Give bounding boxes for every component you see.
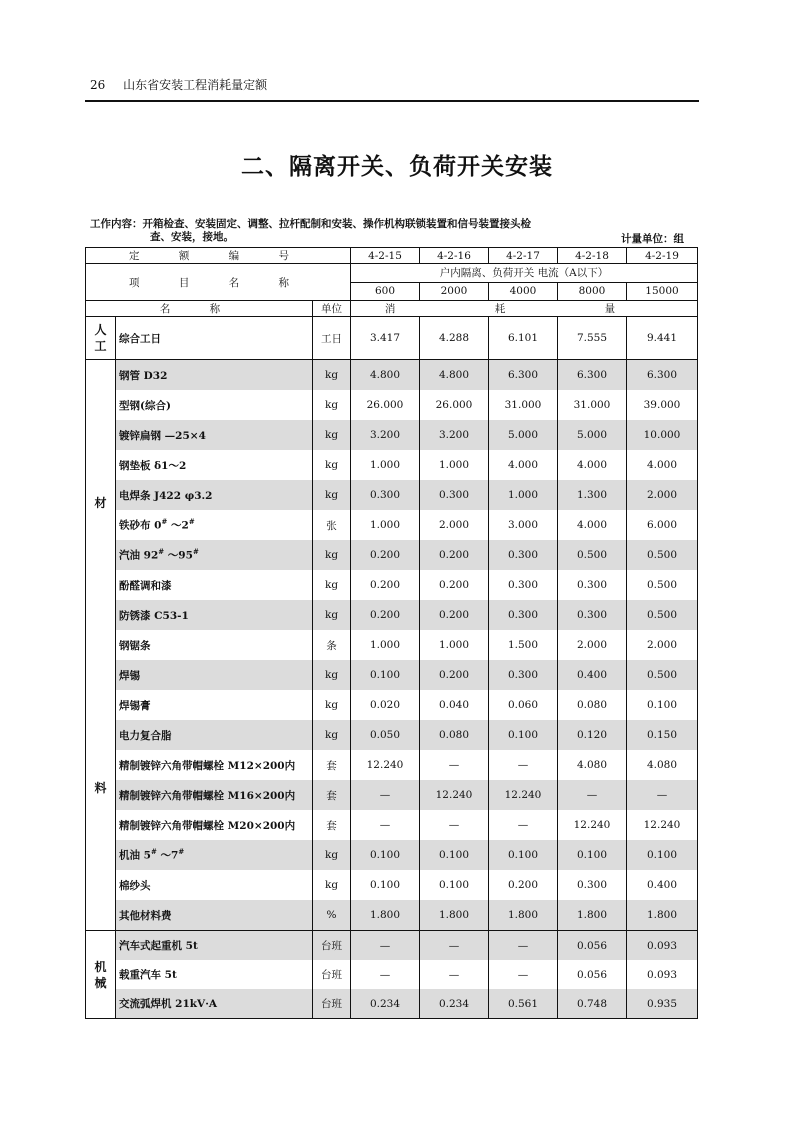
materials-value: 3.200: [351, 420, 420, 450]
materials-value: 4.080: [558, 750, 627, 780]
code-cell: 4-2-18: [558, 248, 627, 264]
machinery-item-name: 载重汽车 5t: [116, 960, 313, 989]
materials-value: 4.000: [558, 510, 627, 540]
materials-row: [86, 780, 698, 810]
materials-unit: 套: [313, 780, 351, 810]
materials-unit: kg: [313, 660, 351, 690]
machinery-item-name: 汽车式起重机 5t: [116, 931, 313, 961]
materials-value: 0.500: [627, 660, 698, 690]
labor-value: 6.101: [489, 317, 558, 360]
quota-table-body: [86, 248, 698, 1019]
materials-item-name: 钢管 D32: [116, 360, 313, 391]
code-cell: 4-2-15: [351, 248, 420, 264]
materials-item-name: 其他材料费: [116, 900, 313, 931]
materials-unit: kg: [313, 690, 351, 720]
code-cell: 4-2-19: [627, 248, 698, 264]
code-cell: 4-2-17: [489, 248, 558, 264]
materials-item-name: 镀锌扁钢 —25×4: [116, 420, 313, 450]
machinery-value: 0.234: [351, 989, 420, 1019]
materials-item-name: 钢垫板 δ1～2: [116, 450, 313, 480]
materials-unit: kg: [313, 570, 351, 600]
materials-value: 1.800: [627, 900, 698, 931]
materials-value: 0.300: [558, 600, 627, 630]
materials-value: 3.200: [420, 420, 489, 450]
materials-value: 5.000: [558, 420, 627, 450]
labor-item-name: 综合工日: [116, 317, 313, 360]
materials-value: 2.000: [420, 510, 489, 540]
materials-row: [86, 750, 698, 780]
work-content: [90, 218, 610, 244]
materials-value: 31.000: [489, 390, 558, 420]
materials-value: 4.000: [558, 450, 627, 480]
materials-item-name: 铁砂布 0# ～2#: [116, 510, 313, 540]
materials-item-name: 精制镀锌六角带帽螺栓 M12×200内: [116, 750, 313, 780]
materials-value: 39.000: [627, 390, 698, 420]
current-cell: 8000: [558, 282, 627, 301]
materials-value: 0.300: [489, 540, 558, 570]
materials-value: 1.800: [420, 900, 489, 931]
materials-unit: kg: [313, 540, 351, 570]
materials-value: 10.000: [627, 420, 698, 450]
materials-value: 0.300: [351, 480, 420, 510]
machinery-row: [86, 989, 698, 1019]
materials-row: [86, 690, 698, 720]
materials-value: 1.800: [351, 900, 420, 931]
machinery-value: 0.561: [489, 989, 558, 1019]
materials-value: 0.080: [558, 690, 627, 720]
materials-unit: 套: [313, 750, 351, 780]
machinery-value: 0.093: [627, 931, 698, 961]
materials-value: 0.100: [489, 840, 558, 870]
materials-unit: kg: [313, 840, 351, 870]
materials-row: [86, 510, 698, 540]
materials-row: [86, 420, 698, 450]
materials-value: 0.050: [351, 720, 420, 750]
materials-value: 1.000: [351, 450, 420, 480]
materials-value: —: [489, 750, 558, 780]
materials-value: —: [420, 810, 489, 840]
materials-value: 5.000: [489, 420, 558, 450]
materials-row: [86, 480, 698, 510]
materials-value: 4.800: [420, 360, 489, 391]
materials-unit: 张: [313, 510, 351, 540]
machinery-value: 0.093: [627, 960, 698, 989]
machinery-unit: 台班: [313, 931, 351, 961]
materials-value: 31.000: [558, 390, 627, 420]
materials-category: 材 料: [86, 360, 116, 931]
materials-value: 0.300: [489, 600, 558, 630]
materials-value: 0.300: [558, 870, 627, 900]
materials-unit: %: [313, 900, 351, 931]
current-cell: 2000: [420, 282, 489, 301]
materials-value: 0.400: [558, 660, 627, 690]
materials-value: 12.240: [420, 780, 489, 810]
materials-value: 1.000: [420, 630, 489, 660]
page-number: 26: [90, 78, 106, 92]
work-content-line2: 查、安装，接地。: [150, 231, 234, 243]
materials-row: [86, 600, 698, 630]
col-unit-header: 单位: [313, 301, 351, 317]
materials-value: 0.300: [420, 480, 489, 510]
column-header-row: [86, 301, 698, 317]
group-row: [86, 264, 698, 283]
materials-value: 0.060: [489, 690, 558, 720]
materials-unit: kg: [313, 480, 351, 510]
materials-value: 0.100: [627, 840, 698, 870]
materials-value: 0.100: [627, 690, 698, 720]
materials-value: 2.000: [627, 480, 698, 510]
quota-table: [85, 247, 698, 1019]
materials-value: —: [627, 780, 698, 810]
machinery-category: 机 械: [86, 931, 116, 1019]
materials-row: [86, 630, 698, 660]
materials-row: [86, 870, 698, 900]
book-title: 山东省安装工程消耗量定额: [123, 78, 268, 92]
materials-value: 0.200: [420, 570, 489, 600]
running-header: [90, 76, 267, 93]
materials-value: 0.040: [420, 690, 489, 720]
materials-value: 1.800: [558, 900, 627, 931]
materials-unit: kg: [313, 450, 351, 480]
machinery-value: 0.748: [558, 989, 627, 1019]
materials-item-name: 焊锡膏: [116, 690, 313, 720]
labor-value: 7.555: [558, 317, 627, 360]
materials-value: 1.000: [351, 630, 420, 660]
machinery-value: —: [489, 931, 558, 961]
materials-value: 0.100: [420, 840, 489, 870]
materials-value: 4.800: [351, 360, 420, 391]
materials-row: [86, 540, 698, 570]
materials-value: 0.400: [627, 870, 698, 900]
materials-value: 0.300: [489, 570, 558, 600]
materials-value: 0.200: [351, 570, 420, 600]
labor-value: 4.288: [420, 317, 489, 360]
materials-item-name: 钢锯条: [116, 630, 313, 660]
col-consumption-header: 消 耗 量: [351, 301, 698, 317]
materials-value: 1.500: [489, 630, 558, 660]
materials-value: 0.100: [558, 840, 627, 870]
materials-row: [86, 720, 698, 750]
materials-item-name: 棉纱头: [116, 870, 313, 900]
materials-row: [86, 570, 698, 600]
materials-value: 0.080: [420, 720, 489, 750]
materials-value: 3.000: [489, 510, 558, 540]
materials-row: [86, 360, 698, 391]
materials-value: 0.200: [351, 600, 420, 630]
materials-value: 0.500: [558, 540, 627, 570]
materials-value: 0.100: [489, 720, 558, 750]
materials-item-name: 机油 5# ～7#: [116, 840, 313, 870]
materials-value: 0.500: [627, 600, 698, 630]
current-cell: 600: [351, 282, 420, 301]
materials-value: 0.200: [420, 540, 489, 570]
materials-value: 26.000: [351, 390, 420, 420]
materials-value: 0.150: [627, 720, 698, 750]
machinery-value: —: [351, 931, 420, 961]
materials-value: 0.500: [627, 540, 698, 570]
machinery-value: 0.234: [420, 989, 489, 1019]
materials-item-name: 精制镀锌六角带帽螺栓 M20×200内: [116, 810, 313, 840]
materials-value: 1.800: [489, 900, 558, 931]
current-cell: 15000: [627, 282, 698, 301]
materials-value: 12.240: [489, 780, 558, 810]
code-row-label: 定 额 编 号: [86, 248, 351, 264]
materials-unit: 套: [313, 810, 351, 840]
materials-unit: kg: [313, 870, 351, 900]
materials-row: [86, 660, 698, 690]
machinery-value: —: [420, 931, 489, 961]
materials-item-name: 酚醛调和漆: [116, 570, 313, 600]
section-title: 二、隔离开关、负荷开关安装: [241, 154, 553, 180]
materials-value: 0.120: [558, 720, 627, 750]
materials-item-name: 焊锡: [116, 660, 313, 690]
materials-value: 6.300: [489, 360, 558, 391]
materials-unit: 条: [313, 630, 351, 660]
materials-value: —: [351, 780, 420, 810]
materials-unit: kg: [313, 390, 351, 420]
group-label: 户内隔离、负荷开关 电流（A以下）: [351, 264, 698, 283]
materials-item-name: 型钢(综合): [116, 390, 313, 420]
materials-value: 1.300: [558, 480, 627, 510]
materials-value: —: [351, 810, 420, 840]
materials-value: 2.000: [558, 630, 627, 660]
materials-value: 0.020: [351, 690, 420, 720]
materials-value: 0.100: [420, 870, 489, 900]
machinery-value: 0.056: [558, 931, 627, 961]
machinery-value: —: [420, 960, 489, 989]
materials-value: 0.500: [627, 570, 698, 600]
labor-value: 3.417: [351, 317, 420, 360]
materials-item-name: 防锈漆 C53-1: [116, 600, 313, 630]
materials-value: 1.000: [489, 480, 558, 510]
work-content-line1: 工作内容：开箱检查、安装固定、调整、拉杆配制和安装、操作机构联锁装置和信号装置接头检: [90, 218, 531, 230]
materials-row: [86, 840, 698, 870]
materials-item-name: 电焊条 J422 φ3.2: [116, 480, 313, 510]
col-name-header: 名 称: [86, 301, 313, 317]
materials-value: 1.000: [351, 510, 420, 540]
machinery-value: 0.056: [558, 960, 627, 989]
current-cell: 4000: [489, 282, 558, 301]
materials-value: 12.240: [558, 810, 627, 840]
materials-row: [86, 390, 698, 420]
machinery-unit: 台班: [313, 960, 351, 989]
materials-value: 12.240: [627, 810, 698, 840]
materials-value: 0.200: [351, 540, 420, 570]
materials-unit: kg: [313, 720, 351, 750]
materials-value: —: [420, 750, 489, 780]
materials-value: 4.080: [627, 750, 698, 780]
materials-value: —: [489, 810, 558, 840]
header-rule: [85, 100, 699, 102]
materials-value: 6.300: [627, 360, 698, 391]
materials-row: [86, 450, 698, 480]
machinery-unit: 台班: [313, 989, 351, 1019]
materials-value: 0.100: [351, 870, 420, 900]
item-name-label: 项 目 名 称: [86, 264, 351, 301]
materials-row: [86, 900, 698, 931]
materials-value: 26.000: [420, 390, 489, 420]
labor-row: [86, 317, 698, 360]
materials-value: 0.200: [420, 600, 489, 630]
materials-value: 1.000: [420, 450, 489, 480]
materials-value: 6.000: [627, 510, 698, 540]
machinery-row: [86, 960, 698, 989]
materials-value: 0.300: [489, 660, 558, 690]
labor-unit: 工日: [313, 317, 351, 360]
materials-value: 6.300: [558, 360, 627, 391]
machinery-row: [86, 931, 698, 961]
machinery-value: 0.935: [627, 989, 698, 1019]
materials-unit: kg: [313, 600, 351, 630]
code-cell: 4-2-16: [420, 248, 489, 264]
materials-item-name: 电力复合脂: [116, 720, 313, 750]
code-row: [86, 248, 698, 264]
materials-row: [86, 810, 698, 840]
materials-item-name: 汽油 92# ～95#: [116, 540, 313, 570]
labor-value: 9.441: [627, 317, 698, 360]
materials-value: 0.100: [351, 660, 420, 690]
materials-value: 12.240: [351, 750, 420, 780]
materials-value: 4.000: [489, 450, 558, 480]
unit-note: 计量单位：组: [621, 233, 684, 245]
materials-unit: kg: [313, 420, 351, 450]
materials-item-name: 精制镀锌六角带帽螺栓 M16×200内: [116, 780, 313, 810]
machinery-item-name: 交流弧焊机 21kV·A: [116, 989, 313, 1019]
materials-unit: kg: [313, 360, 351, 391]
materials-value: 2.000: [627, 630, 698, 660]
materials-value: 0.100: [351, 840, 420, 870]
materials-value: 0.200: [489, 870, 558, 900]
materials-value: 4.000: [627, 450, 698, 480]
machinery-value: —: [489, 960, 558, 989]
materials-value: 0.200: [420, 660, 489, 690]
materials-value: —: [558, 780, 627, 810]
materials-value: 0.300: [558, 570, 627, 600]
labor-category: 人 工: [86, 317, 116, 360]
machinery-value: —: [351, 960, 420, 989]
